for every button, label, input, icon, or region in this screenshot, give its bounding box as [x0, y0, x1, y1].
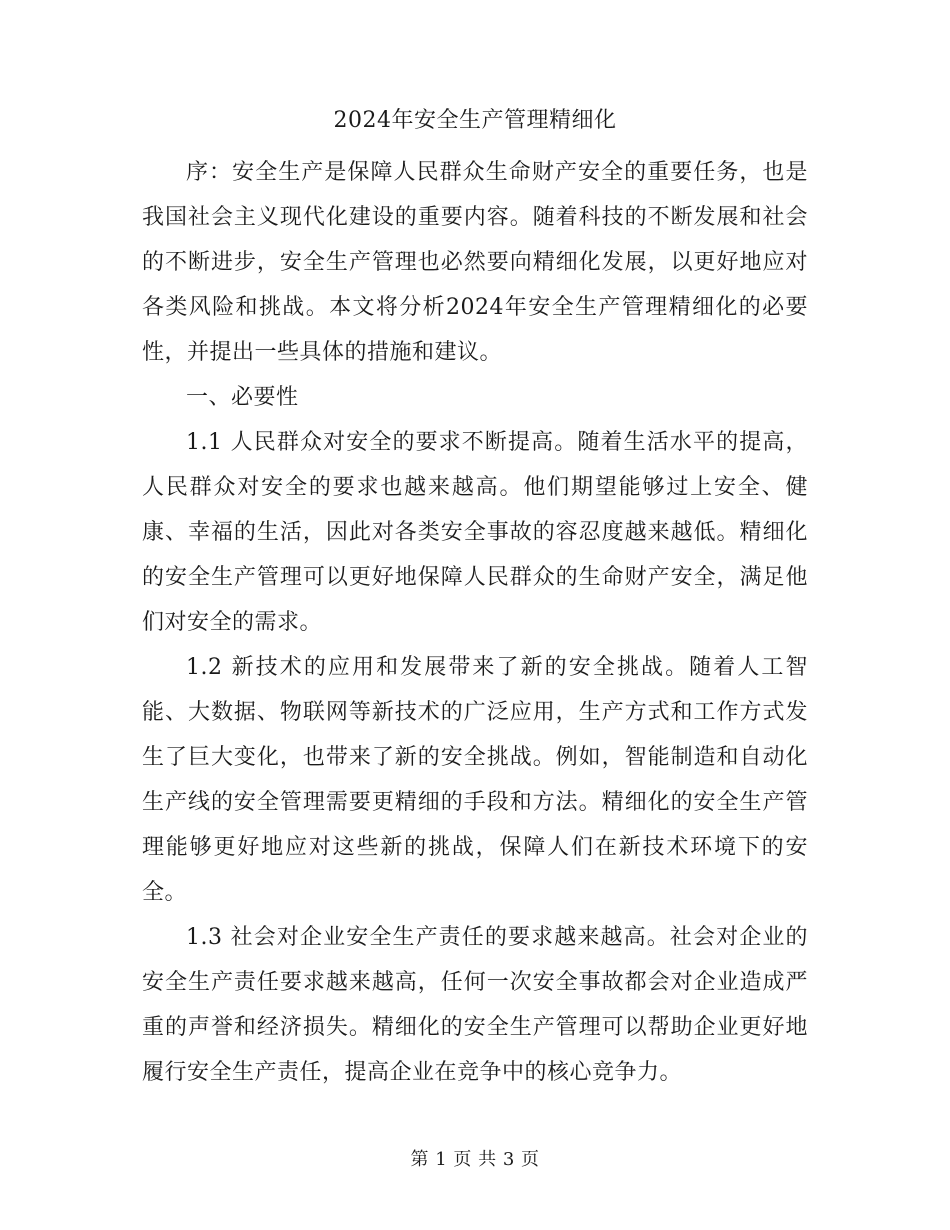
section-heading-necessity: 一、必要性	[186, 385, 299, 410]
page-footer: 第 1 页 共 3 页	[410, 1149, 540, 1170]
paragraph-1-2: 1.2 新技术的应用和发展带来了新的安全挑战。随着人工智能、大数据、物联网等新技术的广泛应用，生产方式和工作方式发生了巨大变化，也带来了新的安全挑战。例如，智能制造和自动化生产线的安全管理需要更精细的手段和方法。精细化的安全生产管理能够更好地应对这些新的挑战，保障人们在新技术环境下的安全。	[142, 655, 808, 905]
document-body	[142, 150, 808, 1095]
paragraph-1-1: 1.1 人民群众对安全的要求不断提高。随着生活水平的提高，人民群众对安全的要求也越来越高。他们期望能够过上安全、健康、幸福的生活，因此对各类安全事故的容忍度越来越低。精细化的安全生产管理可以更好地保障人民群众的生命财产安全，满足他们对安全的需求。	[142, 430, 808, 635]
intro-paragraph: 序：安全生产是保障人民群众生命财产安全的重要任务，也是我国社会主义现代化建设的重要内容。随着科技的不断发展和社会的不断进步，安全生产管理也必然要向精细化发展，以更好地应对各类风险和挑战。本文将分析2024年安全生产管理精细化的必要性，并提出一些具体的措施和建议。	[142, 160, 808, 365]
paragraph-1-3: 1.3 社会对企业安全生产责任的要求越来越高。社会对企业的安全生产责任要求越来越高，任何一次安全事故都会对企业造成严重的声誉和经济损失。精细化的安全生产管理可以帮助企业更好地履行安全生产责任，提高企业在竞争中的核心竞争力。	[142, 925, 808, 1085]
document-title: 2024年安全生产管理精细化	[333, 108, 617, 133]
